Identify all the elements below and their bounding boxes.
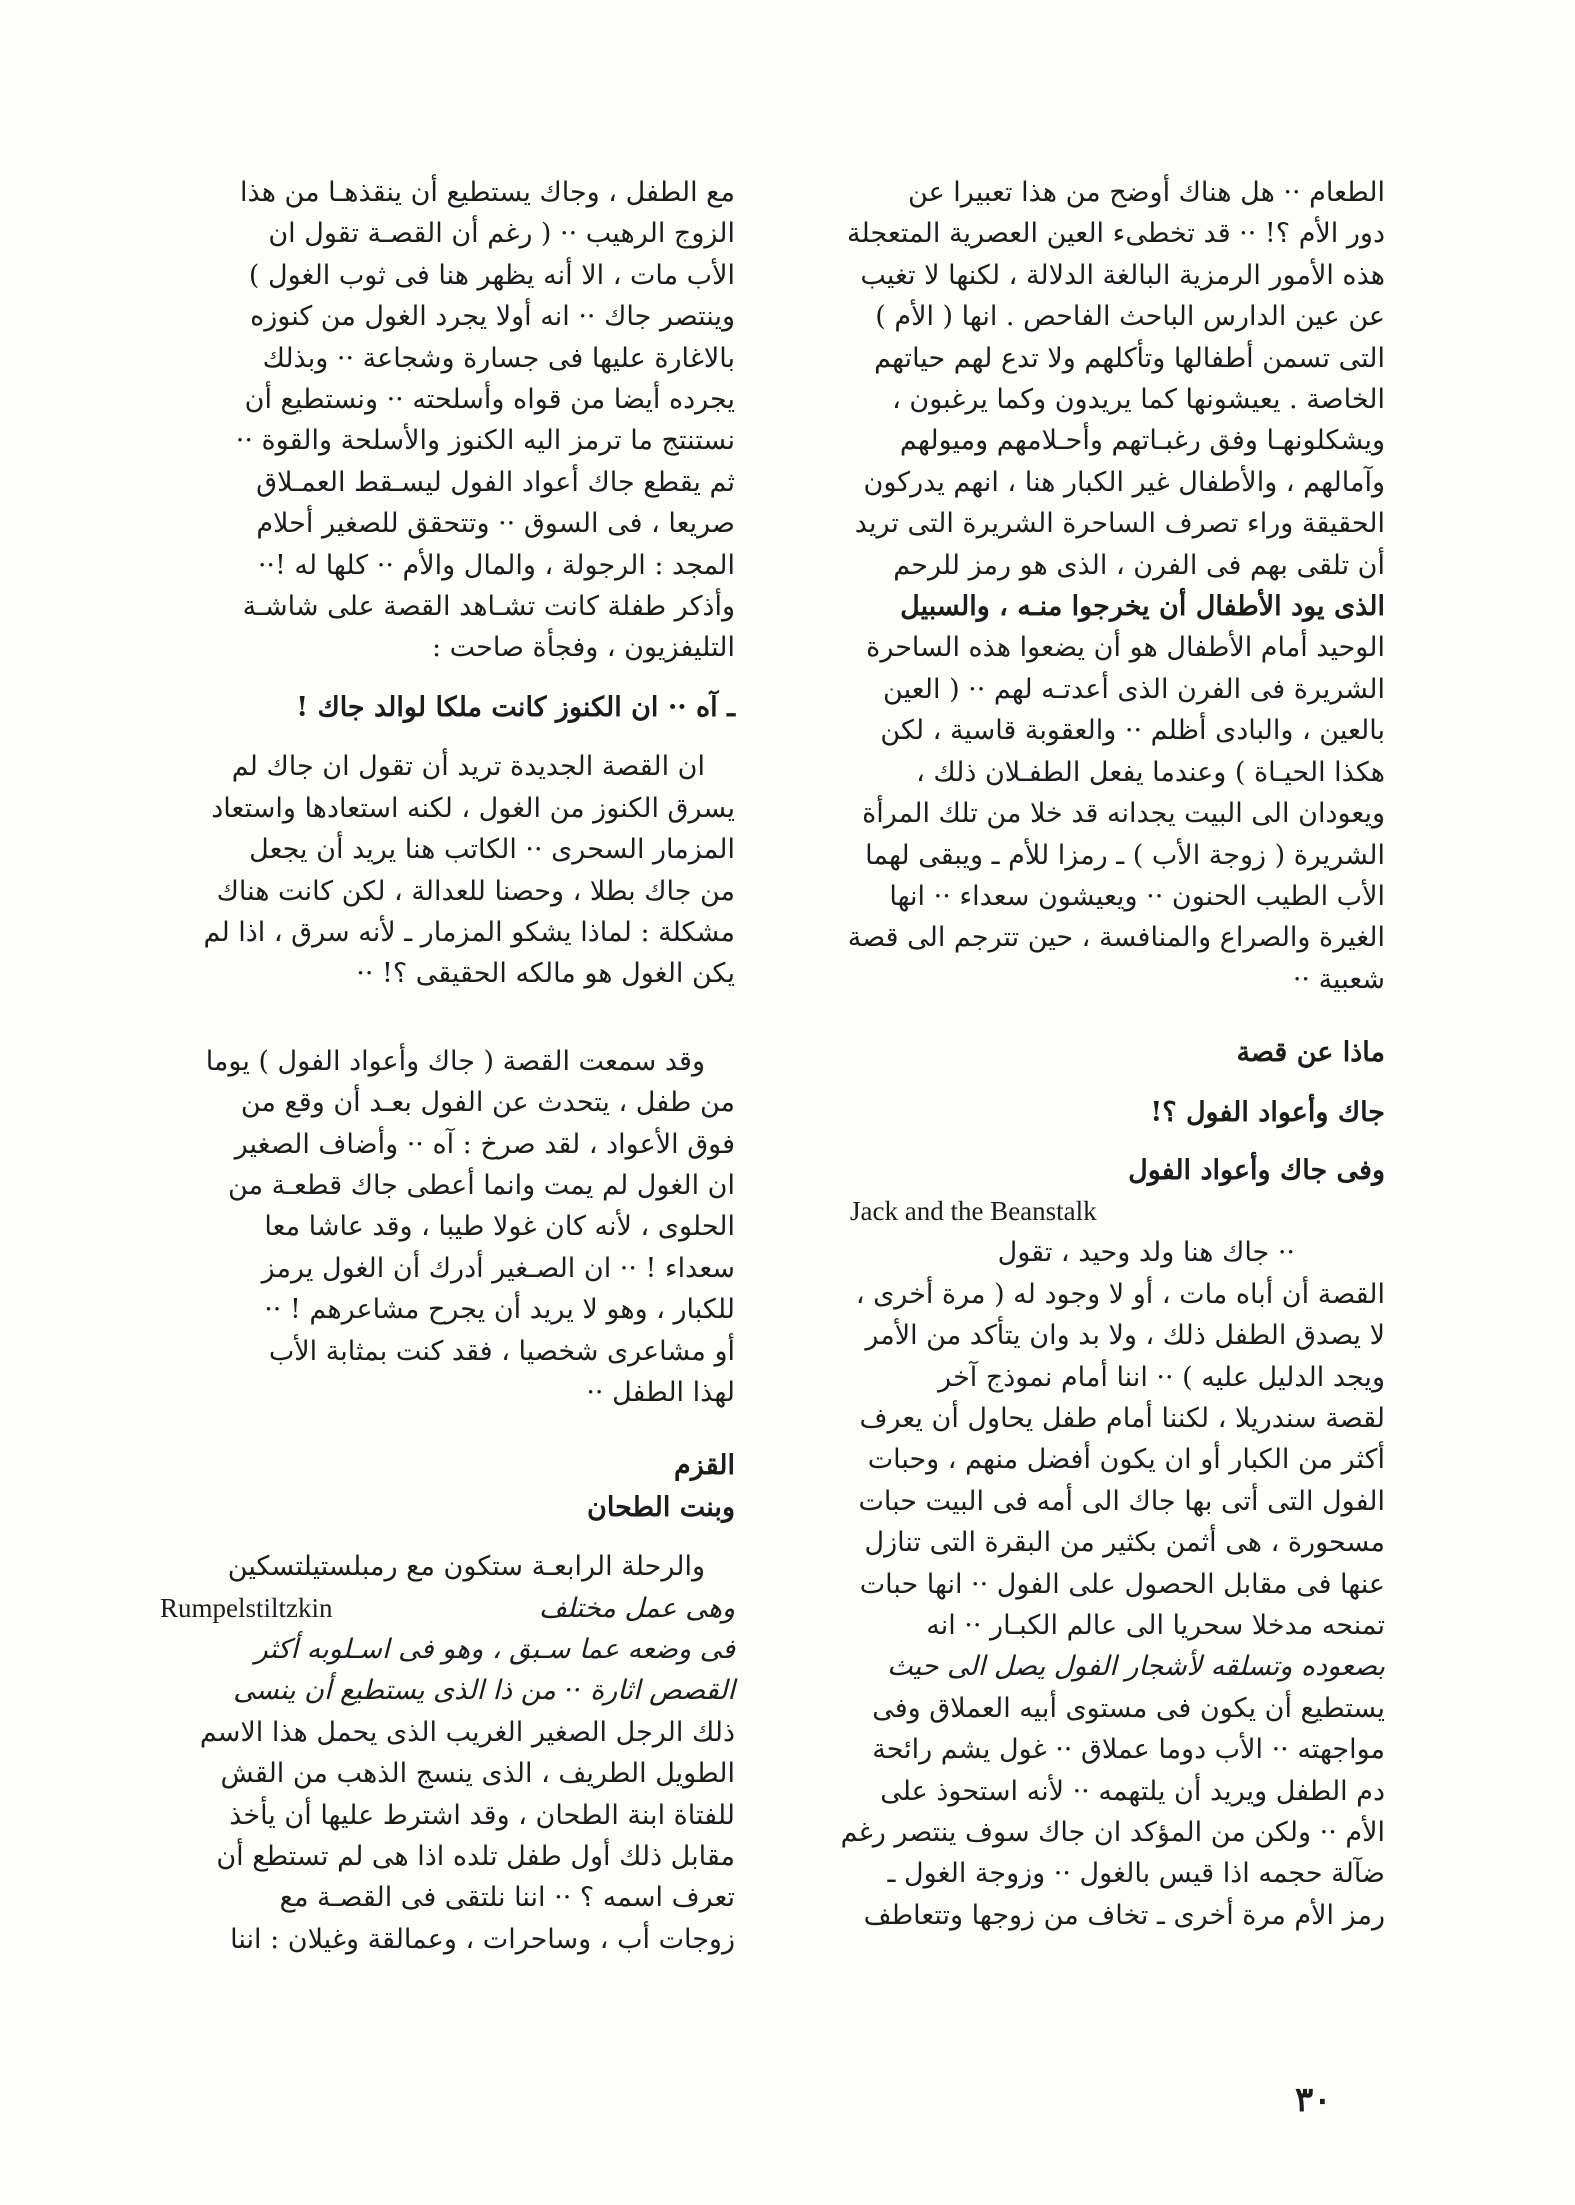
text-line: أو مشاعرى شخصيا ، فقد كنت بمثابة الأب: [268, 1335, 735, 1367]
jack-intro: وفى جاك وأعواد الفول: [1128, 1154, 1385, 1186]
text-line: وأذكر طفلة كانت تشـاهد القصة على شاشـة: [242, 591, 735, 623]
text-line: أكثر من الكبار أو ان يكون أفضل منهم ، وحبات: [867, 1444, 1385, 1476]
text-line: الأب الطيب الحنون ·· ويعيشون سعداء ·· انها: [889, 880, 1385, 912]
text-line: يكن الغول هو مالكه الحقيقى ؟! ··: [356, 958, 735, 990]
text-line: مسحورة ، هى أثمن بكثير من البقرة التى تنازل: [864, 1527, 1385, 1559]
text-line: المزمار السحرى ·· الكاتب هنا يريد أن يجعل: [249, 834, 735, 866]
text-line: من طفل ، يتحدث عن الفول بعـد أن وقع من: [240, 1087, 735, 1119]
text-line: ·· جاك هنا ولد وحيد ، تقول: [997, 1237, 1295, 1269]
text-line: زوجات أب ، وساحرات ، وعمالقة وغيلان : اننا: [230, 1923, 735, 1955]
text-line: دور الأم ؟! ·· قد تخطىء العين العصرية المتعجلة: [847, 218, 1385, 250]
text-line: عن عين الدارس الباحث الفاحص . انها ( الأم ): [875, 301, 1385, 333]
text-line: التى تسمن أطفالها وتأكلهم ولا تدع لهم حياتهم: [874, 342, 1385, 374]
rumpel-arabic: وهى عمل مختلف: [538, 1592, 735, 1624]
text-line: يجرده أيضا من قواه وأسلحته ·· ونستطيع أن: [244, 384, 735, 416]
text-line: بالعين ، والبادى أظلم ·· والعقوبة قاسية ، لكن: [880, 715, 1385, 747]
text-line: أن تلقى بهم فى الفرن ، الذى هو رمز للرحم: [893, 549, 1385, 581]
text-line: ان الغول لم يمت وانما أعطى جاك قطعـة من: [228, 1169, 735, 1201]
text-line: ذلك الرجل الصغير الغريب الذى يحمل هذا الاسم: [199, 1716, 735, 1748]
english-title: Rumpelstiltzkin: [160, 1592, 333, 1623]
text-line: الزوج الرهيب ·· ( رغم أن القصـة تقول ان: [268, 218, 735, 250]
text-line: مشكلة : لماذا يشكو المزمار ـ لأنه سرق ، اذا لم: [203, 916, 735, 948]
text-line: الحلوى ، لأنه كان غولا طيبا ، وقد عاشا معا: [264, 1211, 735, 1243]
text-line: هذه الأمور الرمزية البالغة الدلالة ، لكنها لا تغيب: [860, 259, 1385, 291]
right-para-2: [810, 1232, 1385, 1936]
text-line: الأب مات ، الا أنه يظهر هنا فى ثوب الغول ): [248, 259, 735, 291]
page-number: ٣٠: [1295, 2080, 1332, 2120]
right-column: [810, 172, 1385, 1936]
text-line: الفول التى أتى بها جاك الى أمه فى البيت حبات: [858, 1485, 1385, 1517]
text-line: لا يصدق الطفل ذلك ، ولا بد وان يتأكد من الأمر: [865, 1320, 1385, 1352]
section-heading: ماذا عن قصة: [1236, 1037, 1385, 1069]
text-line: القصص اثارة ·· من ذا الذى يستطيع أن ينسى: [233, 1675, 735, 1707]
text-line: تعرف اسمه ؟ ·· اننا نلتقى فى القصـة مع: [279, 1882, 735, 1914]
text-line: يسرق الكنوز من الغول ، لكنه استعادها واستعاد: [211, 792, 735, 824]
text-line: الغيرة والصراع والمنافسة ، حين تترجم الى قصة: [847, 922, 1385, 954]
right-para-1: [810, 172, 1385, 1000]
text-line: للفتاة ابنة الطحان ، وقد اشترط عليها أن يأخذ: [229, 1799, 735, 1831]
text-line: الطعام ·· هل هناك أوضح من هذا تعبيرا عن: [908, 177, 1385, 208]
text-line: والرحلة الرابعـة ستكون مع رمبلستيلتسكين: [227, 1551, 705, 1583]
text-line: صريعا ، فى السوق ·· وتتحقق للصغير أحلام: [256, 508, 735, 540]
text-line: شعبية ··: [1292, 963, 1385, 995]
section-heading: وبنت الطحان: [587, 1491, 735, 1523]
text-line: هكذا الحيـاة ) وعندما يفعل الطفـلان ذلك ،: [916, 756, 1385, 788]
text-line: الوحيد أمام الأطفال هو أن يضعوا هذه الساحرة: [866, 632, 1385, 664]
text-line: القصة أن أباه مات ، أو لا وجود له ( مرة أخرى ،: [855, 1278, 1385, 1310]
text-line: رمز الأم مرة أخرى ـ تخاف من زوجها وتتعاطف: [863, 1899, 1385, 1931]
text-line: ويشكلونهـا وفق رغبـاتهم وأحـلامهم وميولهم: [899, 425, 1385, 457]
left-para-1: [160, 172, 735, 669]
text-line: دم الطفل ويريد أن يلتهمه ·· لأنه استحوذ على: [880, 1775, 1385, 1807]
section-heading: القزم: [673, 1450, 735, 1482]
section-heading: جاك وأعواد الفول ؟!: [1150, 1096, 1385, 1128]
text-line: المجد : الرجولة ، والمال والأم ·· كلها له !··: [257, 549, 735, 581]
text-line: بصعوده وتسلقه لأشجار الفول يصل الى حيث: [887, 1651, 1385, 1683]
text-line: مقابل ذلك أول طفل تلده اذا هى لم تستطع أن: [216, 1841, 735, 1873]
left-para-4: [160, 1546, 735, 1960]
text-line: ان القصة الجديدة تريد أن تقول ان جاك لم: [231, 751, 705, 783]
text-line: التليفزيون ، وفجأة صاحت :: [431, 632, 735, 664]
text-line: وقد سمعت القصة ( جاك وأعواد الفول ) يوما: [205, 1045, 705, 1077]
left-para-2: [160, 746, 735, 994]
exclamation-line: ـ آه ·· ان الكنوز كانت ملكا لوالد جاك !: [296, 691, 735, 723]
text-line: الطويل الطريف ، الذى ينسج الذهب من القش: [220, 1758, 735, 1790]
text-line: تمنحه مدخلا سحريا الى عالم الكبـار ·· انه: [926, 1610, 1385, 1641]
text-line: الأم ·· ولكن من المؤكد ان جاك سوف ينتصر رغم: [840, 1817, 1385, 1849]
text-line: لهذا الطفل ··: [586, 1376, 735, 1408]
left-column: [160, 172, 735, 1960]
text-line: مواجهته ·· الأب دوما عملاق ·· غول يشم رائحة: [872, 1734, 1385, 1766]
text-line: ضآلة حجمه اذا قيس بالغول ·· وزوجة الغول ـ: [887, 1858, 1385, 1890]
text-line: الحقيقة وراء تصرف الساحرة الشريرة التى تريد: [854, 508, 1385, 540]
text-line: نستنتج ما ترمز اليه الكنوز والأسلحة والقوة ··: [235, 425, 735, 457]
text-line: بالاغارة عليها فى جسارة وشجاعة ·· وبذلك: [262, 342, 735, 374]
text-line: ويجد الدليل عليه ) ·· اننا أمام نموذج آخر: [938, 1361, 1385, 1393]
text-line: الشريرة فى الفرن الذى أعدتـه لهم ·· ( العين: [883, 673, 1385, 705]
rumpel-row: [160, 1588, 735, 1629]
text-line: فوق الأعواد ، لقد صرخ : آه ·· وأضاف الصغير: [234, 1128, 735, 1160]
text-line: سعداء ! ·· ان الصـغير أدرك أن الغول يرمز: [261, 1252, 735, 1284]
text-line: الشريرة ( زوجة الأب ) ـ رمزا للأم ـ ويبقى لهما: [865, 839, 1385, 871]
left-para-3: [160, 1041, 735, 1414]
text-line: الخاصة . يعيشونها كما يريدون وكما يرغبون ،: [892, 384, 1385, 416]
text-line: وينتصر جاك ·· انه أولا يجرد الغول من كنوزه: [250, 301, 735, 333]
text-line: وآمالهم ، والأطفال غير الكبار هنا ، انهم يدركون: [863, 466, 1385, 498]
text-line: الذى يود الأطفال أن يخرجوا منـه ، والسبيل: [900, 591, 1385, 623]
text-line: من جاك بطلا ، وحصنا للعدالة ، لكن كانت هناك: [216, 875, 735, 907]
text-line: لقصة سندريلا ، لكننا أمام طفل يحاول أن يعرف: [859, 1402, 1385, 1434]
text-line: فى وضعه عما سـبق ، وهو فى اسـلوبه أكثر: [254, 1634, 735, 1665]
text-line: يستطيع أن يكون فى مستوى أبيه العملاق وفى: [872, 1692, 1385, 1724]
text-line: ويعودان الى البيت يجدانه قد خلا من تلك المرأة: [862, 798, 1385, 830]
english-title: Jack and the Beanstalk: [850, 1195, 1097, 1226]
text-line: للكبار ، وهو لا يريد أن يجرح مشاعرهم ! ··: [264, 1294, 735, 1326]
text-line: عنها فى مقابل الحصول على الفول ·· انها حبات: [859, 1568, 1385, 1600]
text-line: ثم يقطع جاك أعواد الفول ليسـقط العمـلاق: [256, 466, 735, 498]
text-line: مع الطفل ، وجاك يستطيع أن ينقذهـا من هذا: [240, 177, 735, 208]
